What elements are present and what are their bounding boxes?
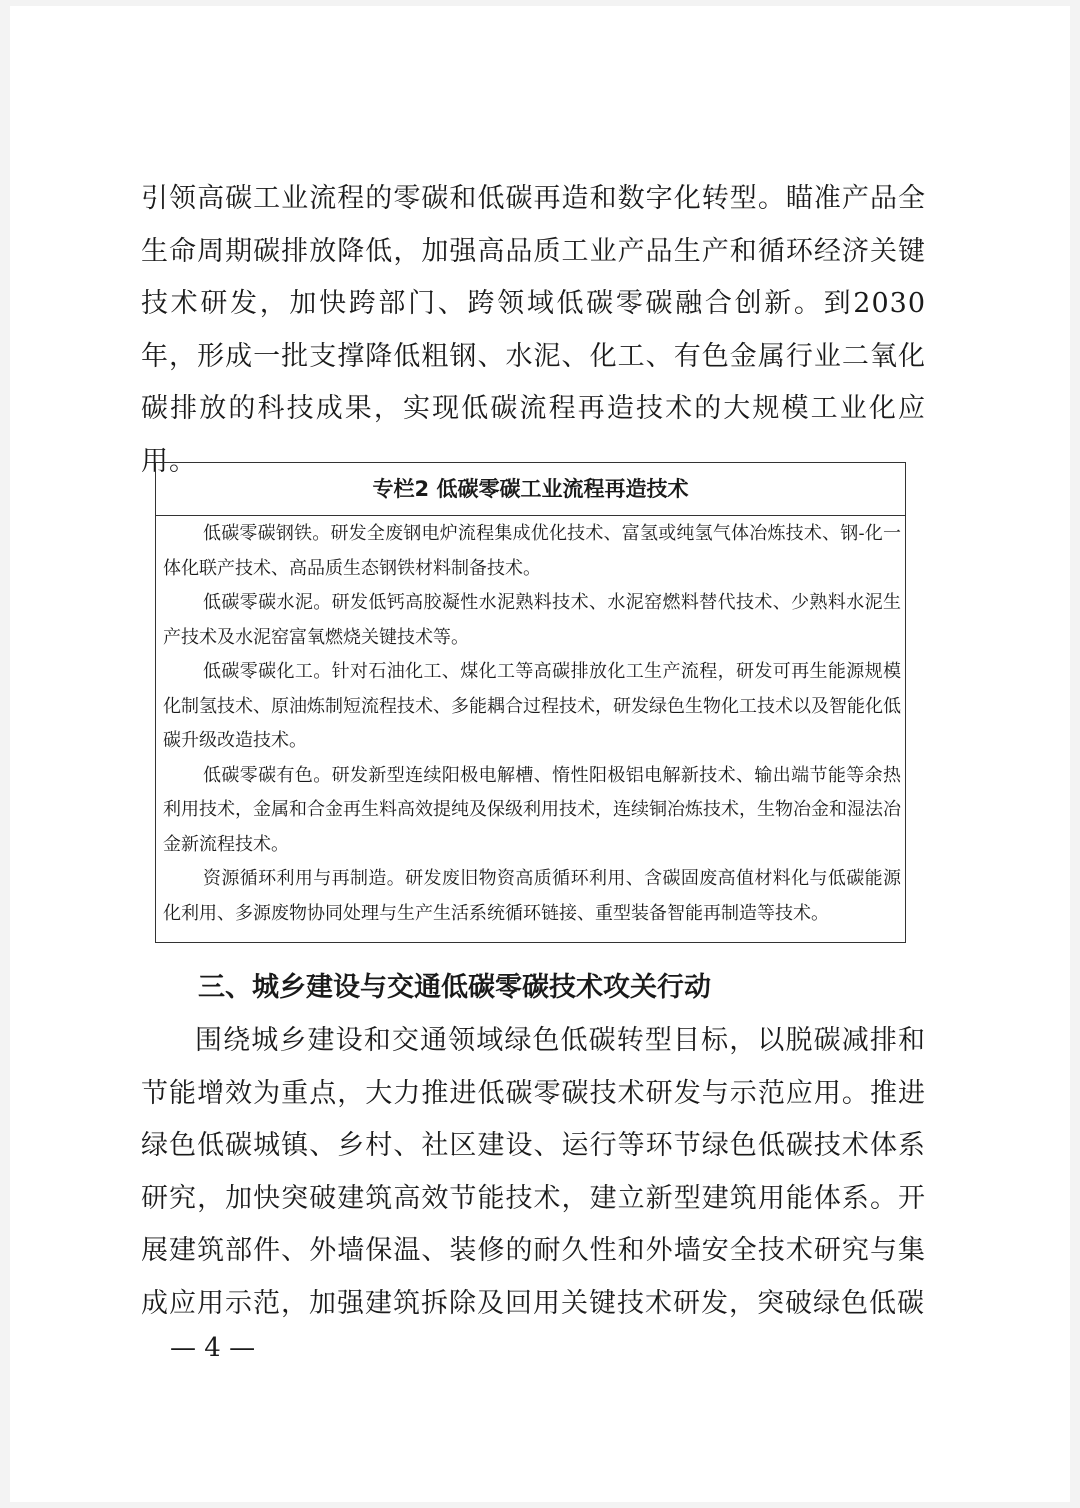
column-item-recycling: 资源循环利用与再制造。研发废旧物资高质循环利用、含碳固废高值材料化与低碳能源化利用、多源废物协同处理与生产生活系统循环链接、重型装备智能再制造等技术。 — [163, 868, 901, 924]
section-heading: 三、城乡建设与交通低碳零碳技术攻关行动 — [198, 972, 711, 1003]
column-item-nonferrous: 低碳零碳有色。研发新型连续阳极电解槽、惰性阳极铝电解新技术、输出端节能等余热利用技术，金属和合金再生料高效提纯及保级利用技术，连续铜冶炼技术，生物冶金和湿法冶金新流程技术。 — [163, 764, 901, 855]
column-box-body — [156, 516, 905, 931]
column-box-title: 专栏2 低碳零碳工业流程再造技术 — [156, 463, 905, 516]
body-paragraph-top: 引领高碳工业流程的零碳和低碳再造和数字化转型。瞄准产品全生命周期碳排放降低，加强高品质工业产品生产和循环经济关键技术研发，加快跨部门、跨领域低碳零碳融合创新。到2030年，形成一批支撑降低粗钢、水泥、化工、有色金属行业二氧化碳排放的科技成果，实现低碳流程再造技术的大规模工业化应用。 — [141, 183, 926, 477]
page-number: — 4 — — [170, 1333, 256, 1363]
column-item-chemical: 低碳零碳化工。针对石油化工、煤化工等高碳排放化工生产流程，研发可再生能源规模化制氢技术、原油炼制短流程技术、多能耦合过程技术，研发绿色生物化工技术以及智能化低碳升级改造技术。 — [163, 661, 901, 751]
column-item-cement: 低碳零碳水泥。研发低钙高胶凝性水泥熟料技术、水泥窑燃料替代技术、少熟料水泥生产技术及水泥窑富氧燃烧关键技术等。 — [163, 592, 901, 648]
column-box — [155, 462, 906, 943]
body-paragraph-bottom: 围绕城乡建设和交通领域绿色低碳转型目标，以脱碳减排和节能增效为重点，大力推进低碳零碳技术研发与示范应用。推进绿色低碳城镇、乡村、社区建设、运行等环节绿色低碳技术体系研究，加快突破建筑高效节能技术，建立新型建筑用能体系。开展建筑部件、外墙保温、装修的耐久性和外墙安全技术研究与集成应用示范，加强建筑拆除及回用关键技术研发，突破绿色低碳 — [141, 1025, 926, 1319]
column-item-steel: 低碳零碳钢铁。研发全废钢电炉流程集成优化技术、富氢或纯氢气体冶炼技术、钢-化一体化联产技术、高品质生态钢铁材料制备技术。 — [163, 523, 901, 579]
